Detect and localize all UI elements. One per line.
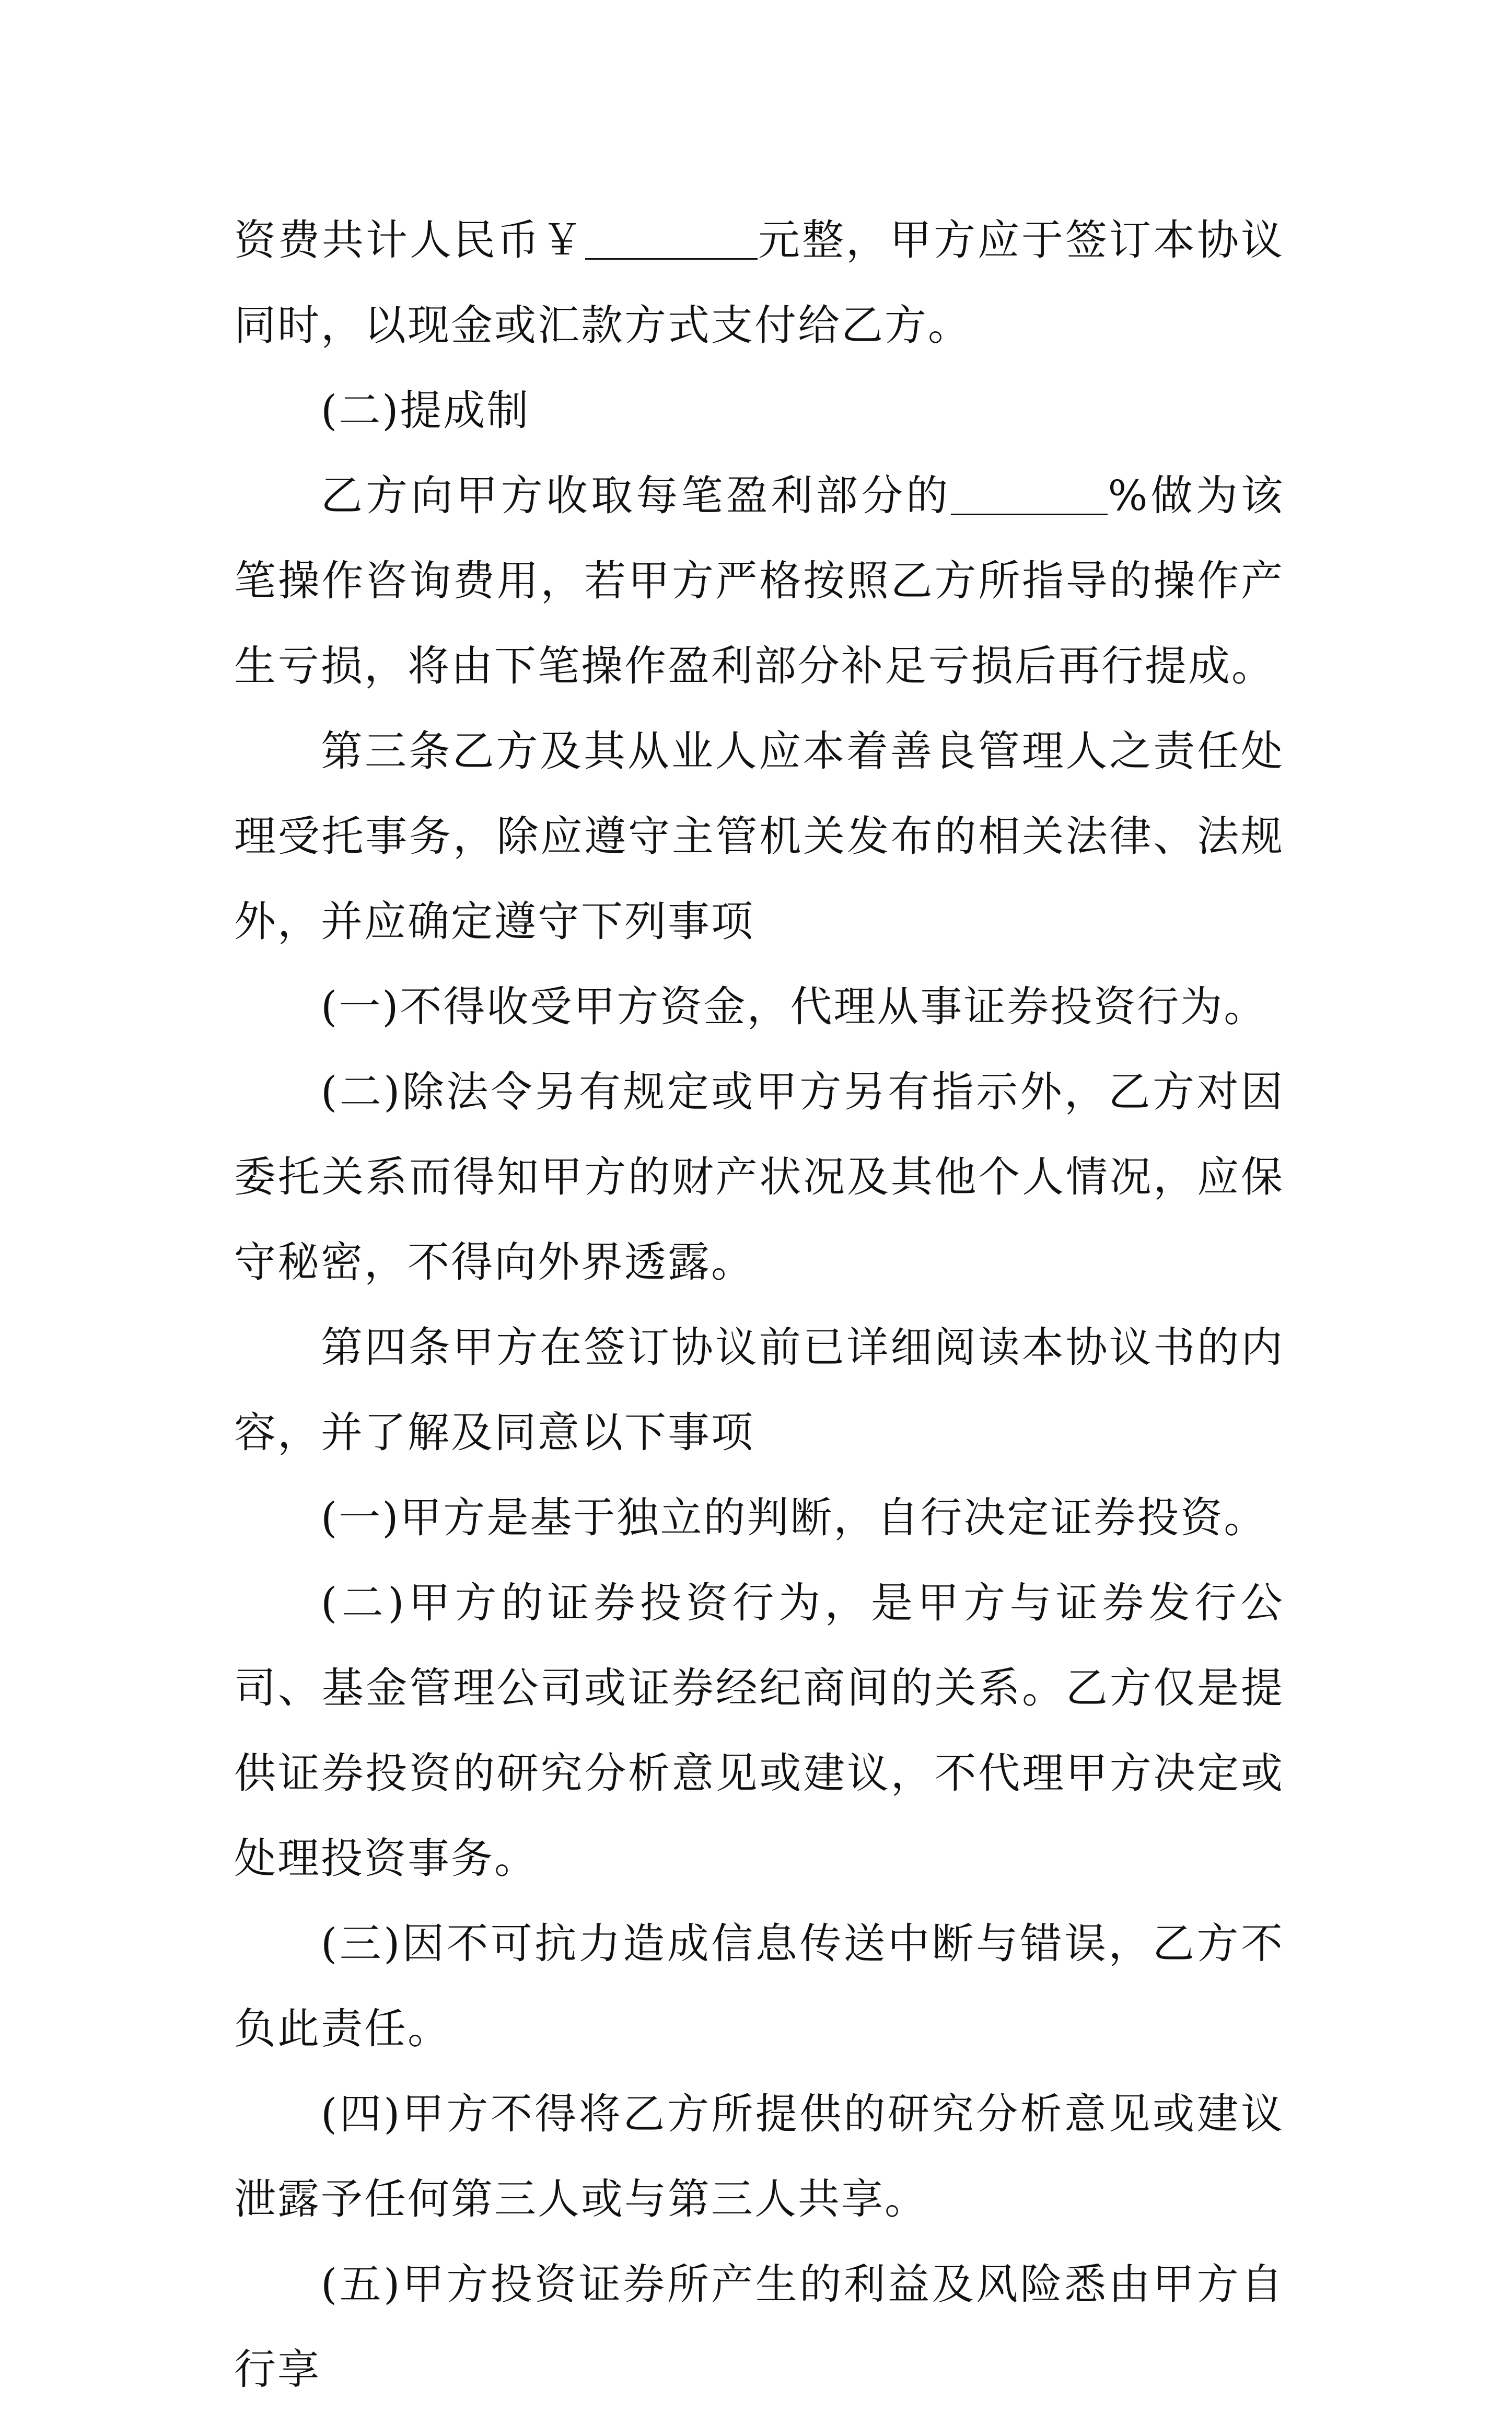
amount-blank: [585, 216, 758, 260]
paragraph-commission: [234, 453, 1284, 709]
paragraph-fee-total: [234, 198, 1284, 368]
article-4-item-4: (四)甲方不得将乙方所提供的研究分析意见或建议泄露予任何第三人或与第三人共享。: [234, 2090, 1284, 2223]
article-4-item-3: (三)因不可抗力造成信息传送中断与错误，乙方不负此责任。: [234, 1919, 1284, 2053]
article-3-item-1: (一)不得收受甲方资金，代理从事证券投资行为。: [321, 982, 1267, 1031]
fee-total-text-before: 资费共计人民币￥: [234, 216, 585, 264]
fee-total-text-after: 元整，甲方应于签订本协议同时，以现金或汇款方式支付给乙方。: [234, 216, 1284, 350]
article-4-item-2: (二)甲方的证券投资行为，是甲方与证券发行公司、基金管理公司或证券经纪商间的关系。乙方仅是提供证券投资的研究分析意见或建议，不代理甲方决定或处理投资事务。: [234, 1579, 1284, 1883]
document-body: [234, 198, 1284, 2412]
article-3-item-2: (二)除法令另有规定或甲方另有指示外，乙方对因委托关系而得知甲方的财产状况及其他个人情况，应保守秘密，不得向外界透露。: [234, 1068, 1284, 1286]
section-heading-commission: (二)提成制: [321, 386, 530, 435]
commission-text-after: %做为该笔操作咨询费用，若甲方严格按照乙方所指导的操作产生亏损，将由下笔操作盈利部分补足亏损后再行提成。: [234, 471, 1285, 690]
percent-blank: [951, 472, 1108, 515]
article-4-item-1: (一)甲方是基于独立的判断，自行决定证券投资。: [321, 1493, 1267, 1542]
commission-text-before: 乙方向甲方收取每笔盈利部分的: [321, 471, 951, 520]
article-4: 第四条甲方在签订协议前已详细阅读本协议书的内容，并了解及同意以下事项: [234, 1323, 1284, 1457]
article-4-item-5: (五)甲方投资证券所产生的利益及风险悉由甲方自行享: [234, 2260, 1284, 2394]
article-3: 第三条乙方及其从业人应本着善良管理人之责任处理受托事务，除应遵守主管机关发布的相关法律、法规外，并应确定遵守下列事项: [234, 727, 1284, 946]
